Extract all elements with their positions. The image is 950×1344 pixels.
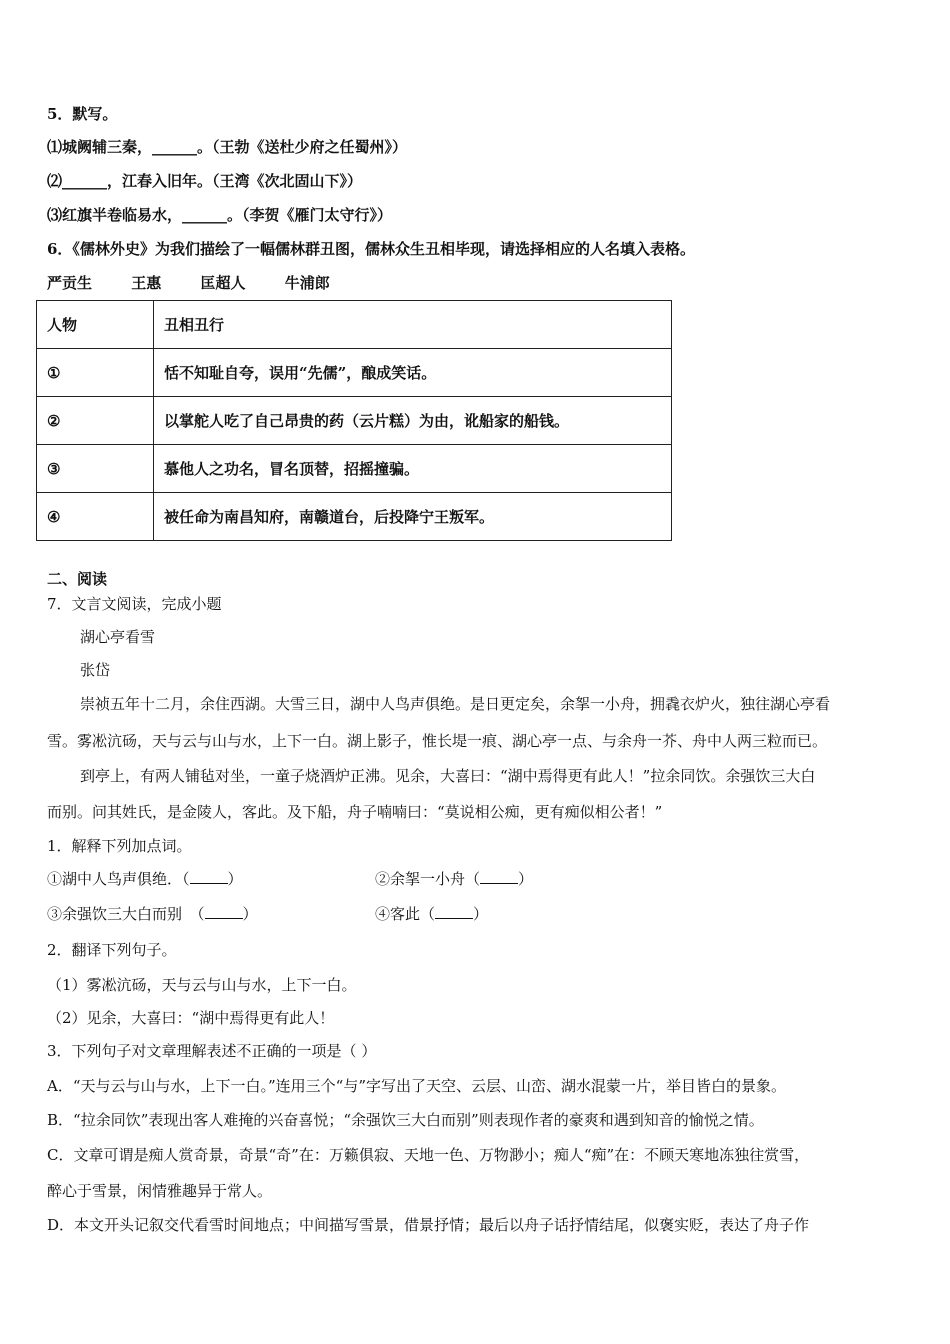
- passage-title: 湖心亭看雪: [80, 628, 156, 646]
- sub1-title: 1．解释下列加点词。: [47, 837, 192, 855]
- section-heading: 二、阅读: [47, 570, 108, 588]
- table-cell-description: 以掌舵人吃了自己昂贵的药（云片糕）为由，讹船家的船钱。: [154, 397, 672, 445]
- q6-title: 6．《儒林外史》为我们描绘了一幅儒林群丑图，儒林众生丑相毕现，请选择相应的人名填入表格。: [47, 240, 695, 258]
- option-a[interactable]: A．“天与云与山与水，上下一白。”连用三个“与”字写出了天空、云层、山峦、湖水混蒙一片，举目皆白的景象。: [47, 1077, 787, 1095]
- sub1-item-text: ①湖中人鸟声俱绝．（: [47, 870, 190, 888]
- sub1-item: [375, 904, 488, 924]
- sub1-item-text: ③余强饮三大白而别 （: [47, 905, 205, 923]
- q5-item-2: ⑵______，江春入旧年。（王湾《次北固山下》）: [47, 172, 363, 190]
- table-row: [37, 493, 672, 541]
- option-c[interactable]: C．文章可谓是痴人赏奇景，奇景“奇”在：万籁俱寂、天地一色、万物渺小；痴人“痴”在：不顾天寒地冻独往赏雪，: [47, 1146, 810, 1164]
- sub1-item: [47, 904, 258, 924]
- answer-blank[interactable]: [480, 869, 518, 884]
- q5-item-3: ⑶红旗半卷临易水，______。（李贺《雁门太守行》）: [47, 206, 393, 224]
- sub1-item-close: ）: [518, 870, 534, 888]
- sub2-item: （2）见余，大喜曰：“湖中焉得更有此人！: [47, 1009, 335, 1027]
- table-cell-description: 被任命为南昌知府，南赣道台，后投降宁王叛军。: [154, 493, 672, 541]
- sub1-item-close: ）: [473, 905, 489, 923]
- table-row: [37, 349, 672, 397]
- q7-title: 7．文言文阅读，完成小题: [47, 595, 222, 613]
- passage-text: 崇祯五年十二月，余住西湖。大雪三日，湖中人鸟声俱绝。是日更定矣，余挐一小舟，拥毳衣炉火，独往湖心亭看: [80, 695, 831, 713]
- passage-text: 到亭上，有两人铺毡对坐，一童子烧酒炉正沸。见余，大喜曰：“湖中焉得更有此人！”拉余同饮。余强饮三大白: [80, 767, 816, 785]
- answer-blank[interactable]: [435, 904, 473, 919]
- sub3-title: 3．下列句子对文章理解表述不正确的一项是（ ）: [47, 1042, 377, 1060]
- sub1-item-text: ②余挐一小舟（: [375, 870, 481, 888]
- sub2-title: 2．翻译下列句子。: [47, 941, 177, 959]
- answer-blank[interactable]: [190, 869, 228, 884]
- passage-text: 雪。雾凇沆砀，天与云与山与水，上下一白。湖上影子，惟长堤一痕、湖心亭一点、与余舟一芥、舟中人两三粒而已。: [47, 732, 828, 750]
- q6-name: 牛浦郎: [284, 274, 330, 292]
- table-row: [37, 445, 672, 493]
- q6-name-list: [47, 273, 364, 293]
- table-cell-description: 恬不知耻自夸，误用“先儒”，酿成笑话。: [154, 349, 672, 397]
- q5-item-1: ⑴城阙辅三秦，______。（王勃《送杜少府之任蜀州》）: [47, 138, 408, 156]
- sub1-item: [47, 869, 243, 889]
- table-cell-description: 慕他人之功名，冒名顶替，招摇撞骗。: [154, 445, 672, 493]
- sub1-item-text: ④客此（: [375, 905, 436, 923]
- table-cell-number[interactable]: ②: [37, 397, 154, 445]
- sub2-item: （1）雾凇沆砀，天与云与山与水，上下一白。: [47, 976, 357, 994]
- sub1-item: [375, 869, 533, 889]
- table-header-row: [37, 301, 672, 349]
- q6-table: [36, 300, 672, 541]
- option-b[interactable]: B．“拉余同饮”表现出客人难掩的兴奋喜悦；“余强饮三大白而别”则表现作者的豪爽和遇到知音的愉悦之情。: [47, 1111, 764, 1129]
- passage-text: 而别。问其姓氏，是金陵人，客此。及下船，舟子喃喃曰：“莫说相公痴，更有痴似相公者！”: [47, 803, 663, 821]
- table-header-cell: 丑相丑行: [154, 301, 672, 349]
- answer-blank[interactable]: [205, 904, 243, 919]
- q6-name: 王惠: [131, 274, 162, 292]
- table-cell-number[interactable]: ①: [37, 349, 154, 397]
- table-cell-number[interactable]: ③: [37, 445, 154, 493]
- table-cell-number[interactable]: ④: [37, 493, 154, 541]
- table-header-cell: 人物: [37, 301, 154, 349]
- sub1-item-close: ）: [227, 870, 243, 888]
- q6-name: 严贡生: [47, 274, 93, 292]
- table-row: [37, 397, 672, 445]
- option-c-continued: 醉心于雪景，闲情雅趣异于常人。: [47, 1182, 273, 1200]
- passage-author: 张岱: [80, 661, 111, 679]
- q5-title: 5．默写。: [47, 105, 118, 123]
- sub1-item-close: ）: [242, 905, 258, 923]
- q6-name: 匡超人: [200, 274, 246, 292]
- option-d[interactable]: D．本文开头记叙交代看雪时间地点；中间描写雪景，借景抒情；最后以舟子话抒情结尾，似褒实贬，表达了舟子作: [47, 1216, 810, 1234]
